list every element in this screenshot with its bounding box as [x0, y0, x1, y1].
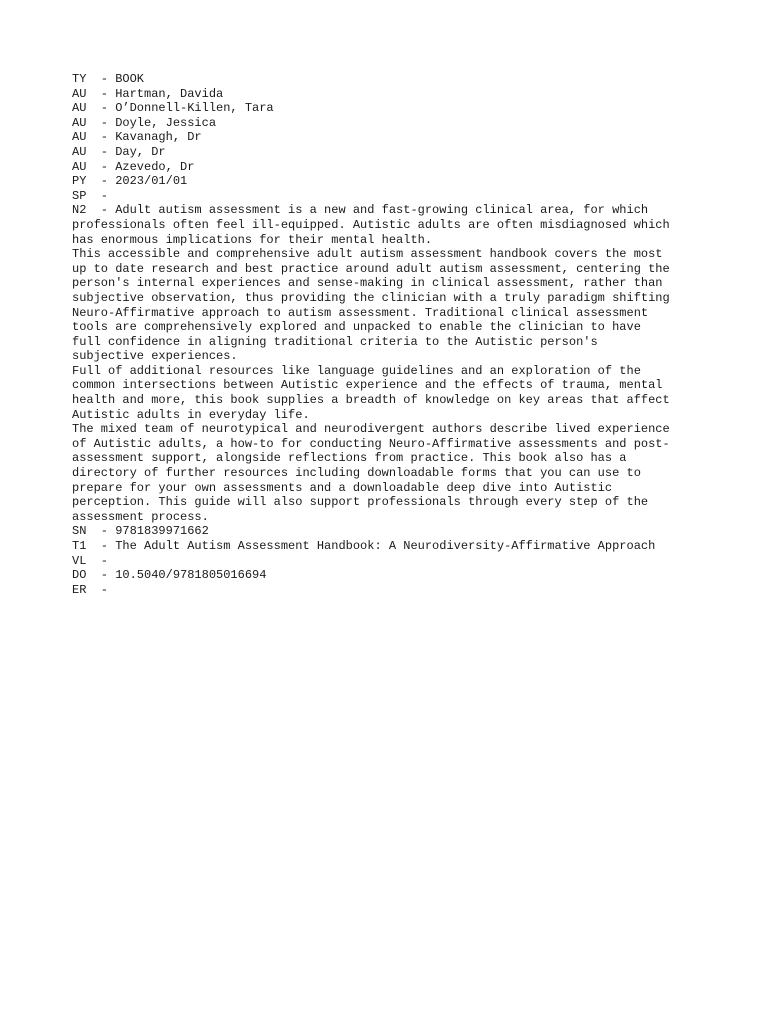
- abstract-text-line: health and more, this book supplies a breadth of knowledge on key areas that affect: [72, 393, 670, 408]
- ris-line-end-record: ER -: [72, 582, 116, 597]
- abstract-text-line: subjective experiences.: [72, 349, 238, 364]
- abstract-text-line: Neuro-Affirmative approach to autism assessment. Traditional clinical assessment: [72, 305, 649, 320]
- ris-line-doi: DO - 10.5040/9781805016694: [72, 568, 267, 583]
- ris-line-start-page: SP -: [72, 188, 116, 203]
- ris-line-author: AU - Kavanagh, Dr: [72, 130, 202, 145]
- abstract-text-line: professionals often feel ill-equipped. Autistic adults are often misdiagnosed which: [72, 217, 670, 232]
- abstract-text-line: subjective observation, thus providing the clinician with a truly paradigm shifting: [72, 290, 670, 305]
- abstract-text-line: tools are comprehensively explored and unpacked to enable the clinician to have: [72, 320, 641, 335]
- ris-line-author: AU - Doyle, Jessica: [72, 115, 217, 130]
- abstract-text-line: prepare for your own assessments and a downloadable deep dive into Autistic: [72, 480, 613, 495]
- abstract-text-line: perception. This guide will also support professionals through every step of the: [72, 495, 649, 510]
- abstract-text-line: person's internal experiences and sense-making in clinical assessment, rather than: [72, 276, 663, 291]
- ris-line-type: TY - BOOK: [72, 72, 145, 86]
- abstract-text-line: This accessible and comprehensive adult autism assessment handbook covers the most: [72, 247, 663, 262]
- ris-line-author: AU - Hartman, Davida: [72, 86, 224, 101]
- abstract-text-line: assessment process.: [72, 509, 209, 524]
- ris-line-abstract: N2 - Adult autism assessment is a new and fast-growing clinical area, for which: [72, 203, 649, 218]
- abstract-text-line: full confidence in aligning traditional criteria to the Autistic person's: [72, 334, 598, 349]
- ris-line-author: AU - O’Donnell-Killen, Tara: [72, 101, 274, 116]
- abstract-text-line: Autistic adults in everyday life.: [72, 407, 310, 422]
- ris-line-isbn: SN - 9781839971662: [72, 524, 209, 539]
- abstract-text-line: directory of further resources including downloadable forms that you can use to: [72, 466, 641, 481]
- abstract-text-line: assessment support, alongside reflections from practice. This book also has a: [72, 451, 627, 466]
- abstract-text-line: has enormous implications for their mental health.: [72, 232, 433, 247]
- ris-line-publication-year: PY - 2023/01/01: [72, 174, 188, 189]
- ris-citation-document: [72, 72, 712, 597]
- abstract-text-line: common intersections between Autistic experience and the effects of trauma, mental: [72, 378, 663, 393]
- ris-line-author: AU - Day, Dr: [72, 144, 166, 159]
- abstract-text-line: The mixed team of neurotypical and neurodivergent authors describe lived experience: [72, 422, 670, 437]
- ris-line-volume: VL -: [72, 553, 116, 568]
- abstract-text-line: Full of additional resources like language guidelines and an exploration of the: [72, 363, 641, 378]
- ris-line-title: T1 - The Adult Autism Assessment Handbook: A Neurodiversity-Affirmative Approach: [72, 539, 656, 553]
- abstract-text-line: of Autistic adults, a how-to for conducting Neuro-Affirmative assessments and post-: [72, 436, 670, 451]
- ris-line-author: AU - Azevedo, Dr: [72, 159, 195, 174]
- abstract-text-line: up to date research and best practice around adult autism assessment, centering the: [72, 261, 670, 276]
